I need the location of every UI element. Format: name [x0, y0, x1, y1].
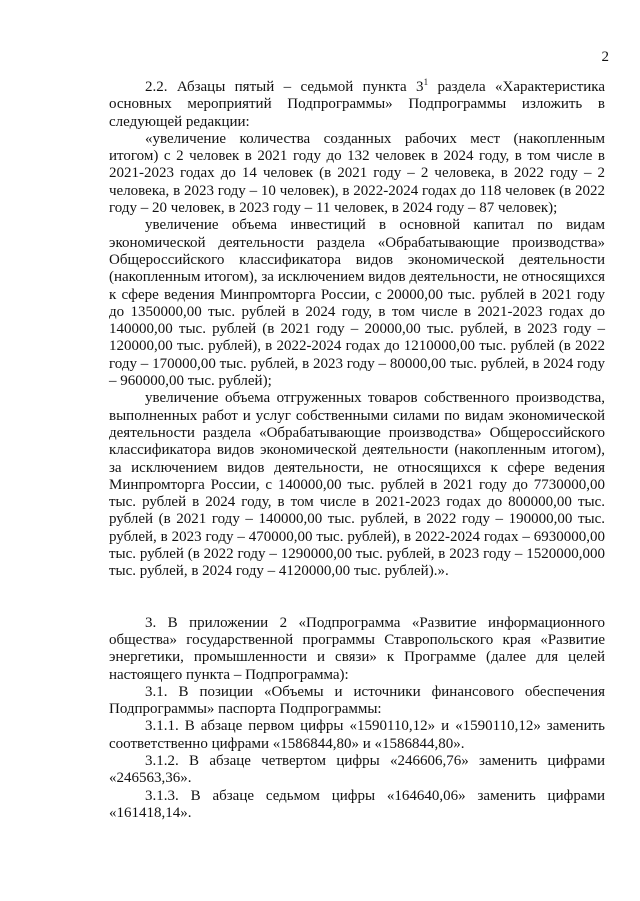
paragraph-shipped-goods: увеличение объема отгруженных товаров собственного производства, выполненных работ и услуг собственными силами по видам экономической деятельности раздела «Обрабатывающие производства» Общероссийского классификатора видов экономической деятельности (накопленным итогом), за исключением видов деятельности, не относящихся к сфере ведения Минпромторга России, с 140000,00 тыс. рублей в 2021 году до 7730000,00 тыс. рублей в 2024 году, в том числе в 2021-2023 годах до 800000,00 тыс. рублей (в 2021 году – 140000,00 тыс. рублей, в 2022 году – 190000,00 тыс. рублей, в 2023 году – 470000,00 тыс. рублей), в 2022-2024 годах – 6930000,00 тыс. рублей (в 2022 году – 1290000,00 тыс. рублей, в 2023 году – 1520000,000 тыс. рублей, в 2024 году – 4120000,00 тыс. рублей).».: [109, 390, 605, 580]
paragraph-2-2-text: 2.2. Абзацы пятый – седьмой пункта 3: [145, 79, 424, 95]
paragraph-3-1-2: 3.1.2. В абзаце четвертом цифры «246606,76» заменить цифрами «246563,36».: [109, 752, 605, 787]
superscript-mark: 1: [423, 77, 429, 87]
page-number: 2: [601, 49, 609, 65]
paragraph-3-1-1: 3.1.1. В абзаце первом цифры «1590110,12» и «1590110,12» заменить соответственно цифрами «1586844,80» и «1586844,80».: [109, 718, 605, 752]
paragraph-jobs: «увеличение количества созданных рабочих мест (накопленным итогом) с 2 человек в 2021 году до 132 человек в 2024 году, в том числе в 2021-2023 годах до 14 человек (в 2021 году – 2 человека, в 2022 году – 2 человека, в 2023 году – 10 человек), в 2022-2024 годах до 118 человек (в 2022 году – 20 человек, в 2023 году – 11 человек, в 2024 году – 87 человек);: [109, 130, 605, 217]
document-body: [109, 79, 605, 822]
paragraph-3-1-3: 3.1.3. В абзаце седьмом цифры «164640,06» заменить цифрами «161418,14».: [109, 787, 605, 821]
paragraph-investments: увеличение объема инвестиций в основной капитал по видам экономической деятельности раздела «Обрабатывающие производства» Общероссийского классификатора видов экономической деятельности (накопленным итогом), за исключением видов деятельности, не относящихся к сфере ведения Минпромторга России, с 20000,00 тыс. рублей в 2021 году до 1350000,00 тыс. рублей в 2024 году, в том числе в 2021-2023 годах до 140000,00 тыс. рублей (в 2021 году – 20000,00 тыс. рублей, в 2023 году – 120000,00 тыс. рублей), в 2022-2024 годах до 1210000,00 тыс. рублей (в 2022 году – 170000,00 тыс. рублей, в 2023 году – 80000,00 тыс. рублей, в 2024 году – 960000,00 тыс. рублей);: [109, 217, 605, 390]
paragraph-3: 3. В приложении 2 «Подпрограмма «Развитие информационного общества» государственной программы Ставропольского края «Развитие энергетики, промышленности и связи» к Программе (далее для целей настоящего пункта – Подпрограмма):: [109, 614, 605, 683]
paragraph-2-2: [109, 79, 605, 131]
paragraph-3-1: 3.1. В позиции «Объемы и источники финансового обеспечения Подпрограммы» паспорта Подпрограммы:: [109, 683, 605, 718]
paragraph-2-2-text-rest: раздела «Характеристика основных мероприятий Подпрограммы» Подпрограммы изложить в следующей редакции:: [109, 79, 605, 130]
